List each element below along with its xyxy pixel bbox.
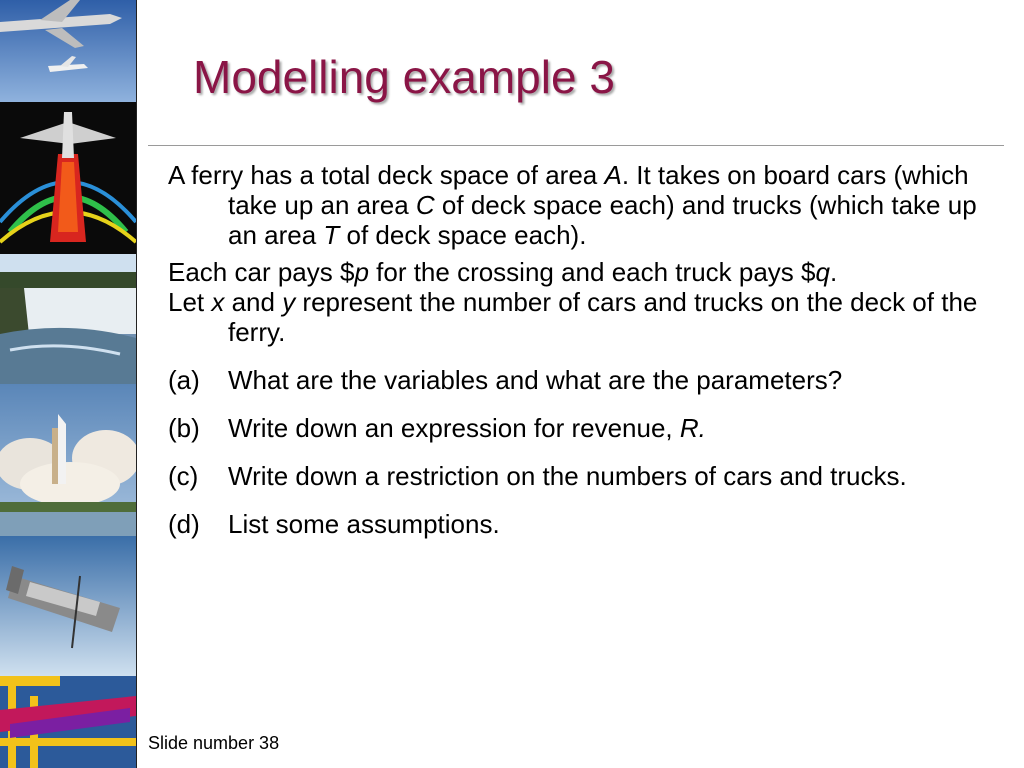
question-label: (c) [168,461,199,491]
sidebar-image-strip [0,0,137,768]
slide-number: Slide number 38 [148,733,280,753]
italic-symbol: A [604,160,622,190]
slide-title: Modelling example 3 [193,51,615,103]
question-label: (d) [168,509,200,539]
question-d [168,509,988,539]
title-divider [148,145,1004,146]
italic-symbol: p [354,257,369,287]
pricing-paragraph: Each car pays $p for the crossing and each truck pays $q. [168,257,838,287]
question-b [168,413,988,443]
question-a [168,365,988,395]
italic-symbol: R. [679,413,706,443]
question-c [168,461,988,491]
italic-symbol: x [211,287,225,317]
space-telescope-photo [0,536,136,676]
variables-paragraph: Let x and y represent the number of cars and trucks on the deck of the ferry. [168,287,978,347]
question-text: Write down a restriction on the numbers of cars and trucks. [228,461,907,491]
rollercoaster-photo [0,676,136,768]
aircraft-photo [0,0,136,102]
question-label: (b) [168,413,200,443]
slide-body [168,160,988,539]
jet-flow-simulation-photo [0,102,136,254]
question-text: What are the variables and what are the parameters? [228,365,843,395]
italic-symbol: y [282,287,296,317]
shuttle-launch-photo [0,384,136,536]
waterfall-photo [0,254,136,384]
question-text: Write down an expression for revenue, R. [228,413,706,443]
italic-symbol: q [815,257,830,287]
question-label: (a) [168,365,200,395]
italic-symbol: T [323,220,340,250]
italic-symbol: C [415,190,435,220]
question-text: List some assumptions. [228,509,500,539]
intro-paragraph: A ferry has a total deck space of area A. It takes on board cars (which take up an area C of deck space each) and trucks (which take up an area T of deck space each). [168,160,977,250]
